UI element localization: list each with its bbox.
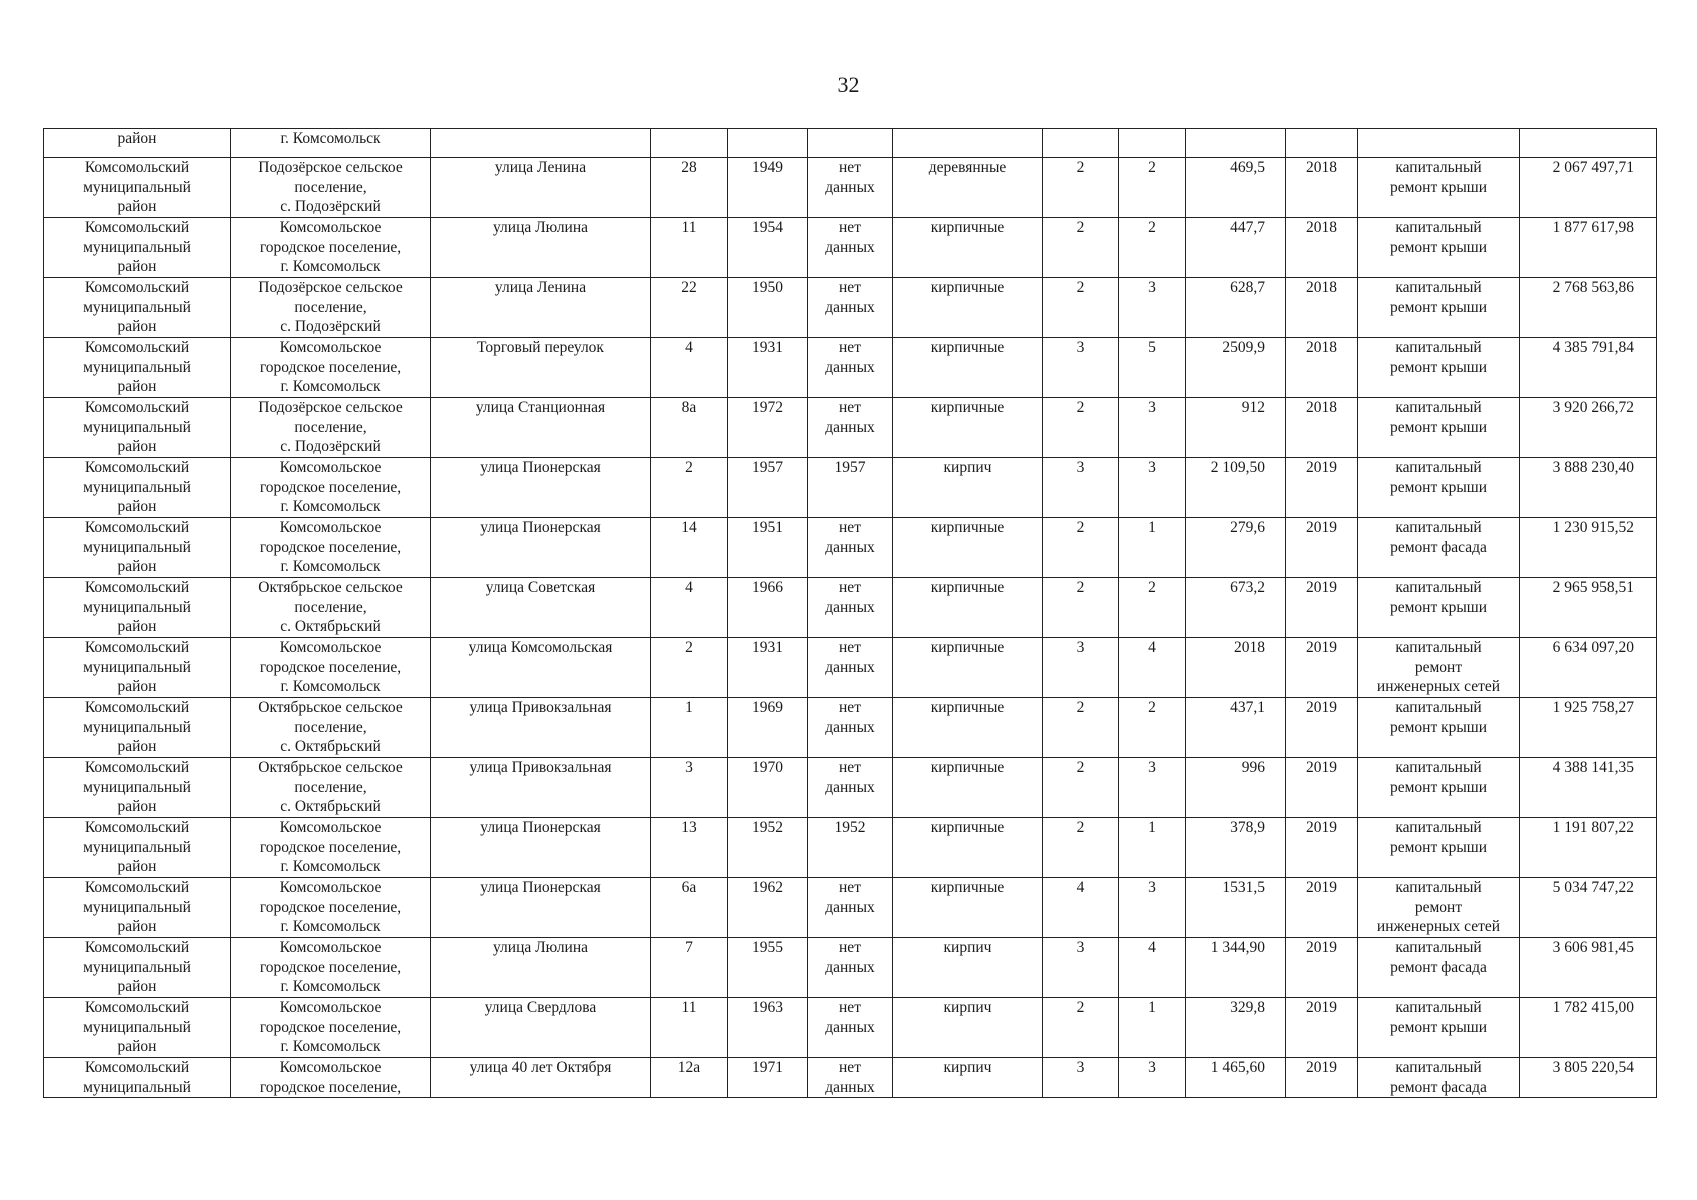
cell-repair-year: 2019 [1286, 578, 1358, 638]
cell-entrances: 3 [1119, 1058, 1186, 1098]
cell-entrances: 2 [1119, 698, 1186, 758]
cell-repair-cost: 3 888 230,40 [1520, 458, 1657, 518]
cell-street: улица Люлина [431, 218, 651, 278]
cell-repair-year: 2018 [1286, 158, 1358, 218]
cell-street: улица Станционная [431, 398, 651, 458]
cell-wall-material: кирпичные [893, 518, 1043, 578]
cell-commission-year: нет данных [808, 758, 893, 818]
cell-settlement: Комсомольское городское поселение, г. Комсомольск [231, 998, 431, 1058]
cell-total-area: 1 465,60 [1186, 1058, 1286, 1098]
cell-build-year: 1952 [728, 818, 808, 878]
cell-build-year: 1971 [728, 1058, 808, 1098]
cell-repair-type: капитальный ремонт крыши [1358, 398, 1520, 458]
cell-total-area: 437,1 [1186, 698, 1286, 758]
cell-repair-type: капитальный ремонт инженерных сетей [1358, 878, 1520, 938]
cell-repair-type: капитальный ремонт фасада [1358, 518, 1520, 578]
cell-build-year: 1955 [728, 938, 808, 998]
cell-district: Комсомольский муниципальный район [44, 158, 231, 218]
cell-repair-cost: 4 388 141,35 [1520, 758, 1657, 818]
table-row [44, 338, 1657, 398]
cell-repair-type: капитальный ремонт фасада [1358, 1058, 1520, 1098]
cell-street: Торговый переулок [431, 338, 651, 398]
cell-district: Комсомольский муниципальный район [44, 638, 231, 698]
cell-house-number: 4 [651, 578, 728, 638]
cell-entrances [1119, 129, 1186, 158]
cell-house-number: 2 [651, 458, 728, 518]
cell-repair-cost [1520, 129, 1657, 158]
cell-house-number: 1 [651, 698, 728, 758]
housing-repair-table [43, 128, 1657, 1098]
cell-repair-cost: 6 634 097,20 [1520, 638, 1657, 698]
cell-wall-material: кирпичные [893, 698, 1043, 758]
cell-wall-material: кирпичные [893, 398, 1043, 458]
cell-total-area: 447,7 [1186, 218, 1286, 278]
cell-entrances: 2 [1119, 158, 1186, 218]
cell-street: улица Пионерская [431, 878, 651, 938]
cell-street: улица Комсомольская [431, 638, 651, 698]
cell-district: Комсомольский муниципальный район [44, 758, 231, 818]
cell-repair-year [1286, 129, 1358, 158]
table-row [44, 578, 1657, 638]
cell-repair-cost: 5 034 747,22 [1520, 878, 1657, 938]
cell-total-area: 912 [1186, 398, 1286, 458]
cell-repair-year: 2019 [1286, 998, 1358, 1058]
cell-floors: 2 [1043, 698, 1119, 758]
cell-street: улица Свердлова [431, 998, 651, 1058]
cell-wall-material: кирпич [893, 998, 1043, 1058]
cell-repair-cost: 1 191 807,22 [1520, 818, 1657, 878]
cell-commission-year: нет данных [808, 638, 893, 698]
cell-floors: 3 [1043, 1058, 1119, 1098]
cell-settlement: Подозёрское сельское поселение, с. Подозёрский [231, 278, 431, 338]
table-row [44, 818, 1657, 878]
cell-repair-cost: 3 606 981,45 [1520, 938, 1657, 998]
cell-repair-type: капитальный ремонт крыши [1358, 758, 1520, 818]
cell-district: Комсомольский муниципальный район [44, 878, 231, 938]
table-row [44, 398, 1657, 458]
cell-house-number: 11 [651, 218, 728, 278]
cell-repair-type: капитальный ремонт крыши [1358, 158, 1520, 218]
table-row [44, 998, 1657, 1058]
cell-total-area [1186, 129, 1286, 158]
cell-settlement: Комсомольское городское поселение, г. Комсомольск [231, 338, 431, 398]
cell-commission-year: нет данных [808, 998, 893, 1058]
cell-settlement: Комсомольское городское поселение, г. Комсомольск [231, 818, 431, 878]
cell-repair-type: капитальный ремонт крыши [1358, 458, 1520, 518]
cell-street: улица Пионерская [431, 458, 651, 518]
cell-build-year: 1931 [728, 638, 808, 698]
cell-total-area: 673,2 [1186, 578, 1286, 638]
table-row [44, 518, 1657, 578]
cell-commission-year: нет данных [808, 338, 893, 398]
cell-settlement: Подозёрское сельское поселение, с. Подозёрский [231, 158, 431, 218]
cell-entrances: 4 [1119, 638, 1186, 698]
cell-floors: 2 [1043, 218, 1119, 278]
table-row [44, 638, 1657, 698]
table-row [44, 878, 1657, 938]
table-row [44, 218, 1657, 278]
cell-repair-year: 2019 [1286, 938, 1358, 998]
table-body [44, 129, 1657, 1098]
table-row [44, 698, 1657, 758]
cell-repair-cost: 1 230 915,52 [1520, 518, 1657, 578]
cell-total-area: 2018 [1186, 638, 1286, 698]
cell-wall-material: кирпич [893, 1058, 1043, 1098]
cell-street: улица Ленина [431, 158, 651, 218]
cell-wall-material: кирпич [893, 458, 1043, 518]
cell-total-area: 329,8 [1186, 998, 1286, 1058]
cell-build-year: 1972 [728, 398, 808, 458]
cell-house-number [651, 129, 728, 158]
cell-street: улица Пионерская [431, 818, 651, 878]
cell-repair-year: 2019 [1286, 878, 1358, 938]
cell-wall-material: деревянные [893, 158, 1043, 218]
cell-floors [1043, 129, 1119, 158]
cell-house-number: 13 [651, 818, 728, 878]
cell-floors: 3 [1043, 938, 1119, 998]
cell-district: Комсомольский муниципальный [44, 1058, 231, 1098]
cell-commission-year: нет данных [808, 218, 893, 278]
cell-entrances: 5 [1119, 338, 1186, 398]
table-row [44, 758, 1657, 818]
cell-build-year: 1931 [728, 338, 808, 398]
cell-floors: 4 [1043, 878, 1119, 938]
cell-street: улица 40 лет Октября [431, 1058, 651, 1098]
cell-commission-year: нет данных [808, 1058, 893, 1098]
cell-district: Комсомольский муниципальный район [44, 698, 231, 758]
table-row [44, 278, 1657, 338]
cell-house-number: 6а [651, 878, 728, 938]
cell-total-area: 2 109,50 [1186, 458, 1286, 518]
cell-build-year: 1950 [728, 278, 808, 338]
cell-build-year: 1963 [728, 998, 808, 1058]
cell-house-number: 4 [651, 338, 728, 398]
cell-district: Комсомольский муниципальный район [44, 518, 231, 578]
cell-wall-material [893, 129, 1043, 158]
cell-settlement: Октябрьское сельское поселение, с. Октябрьский [231, 578, 431, 638]
table-row [44, 158, 1657, 218]
cell-repair-type: капитальный ремонт крыши [1358, 698, 1520, 758]
cell-street: улица Привокзальная [431, 698, 651, 758]
cell-floors: 2 [1043, 758, 1119, 818]
cell-floors: 3 [1043, 458, 1119, 518]
cell-repair-type: капитальный ремонт инженерных сетей [1358, 638, 1520, 698]
cell-repair-type: капитальный ремонт крыши [1358, 218, 1520, 278]
cell-settlement: Комсомольское городское поселение, г. Комсомольск [231, 938, 431, 998]
cell-commission-year: нет данных [808, 578, 893, 638]
cell-wall-material: кирпичные [893, 578, 1043, 638]
cell-wall-material: кирпичные [893, 758, 1043, 818]
cell-repair-type [1358, 129, 1520, 158]
cell-total-area: 279,6 [1186, 518, 1286, 578]
cell-build-year: 1966 [728, 578, 808, 638]
cell-street: улица Пионерская [431, 518, 651, 578]
table-row [44, 938, 1657, 998]
cell-settlement: г. Комсомольск [231, 129, 431, 158]
cell-street: улица Ленина [431, 278, 651, 338]
cell-wall-material: кирпичные [893, 338, 1043, 398]
cell-floors: 2 [1043, 818, 1119, 878]
cell-repair-type: капитальный ремонт фасада [1358, 938, 1520, 998]
cell-repair-type: капитальный ремонт крыши [1358, 578, 1520, 638]
cell-commission-year: нет данных [808, 158, 893, 218]
cell-floors: 2 [1043, 578, 1119, 638]
cell-floors: 3 [1043, 338, 1119, 398]
cell-house-number: 3 [651, 758, 728, 818]
cell-entrances: 1 [1119, 818, 1186, 878]
cell-settlement: Комсомольское городское поселение, [231, 1058, 431, 1098]
cell-house-number: 7 [651, 938, 728, 998]
cell-total-area: 1 344,90 [1186, 938, 1286, 998]
cell-entrances: 2 [1119, 578, 1186, 638]
cell-settlement: Октябрьское сельское поселение, с. Октябрьский [231, 698, 431, 758]
cell-district: Комсомольский муниципальный район [44, 458, 231, 518]
cell-wall-material: кирпичные [893, 638, 1043, 698]
cell-district: Комсомольский муниципальный район [44, 938, 231, 998]
cell-settlement: Комсомольское городское поселение, г. Комсомольск [231, 518, 431, 578]
cell-district: Комсомольский муниципальный район [44, 818, 231, 878]
cell-build-year: 1969 [728, 698, 808, 758]
cell-repair-year: 2019 [1286, 818, 1358, 878]
cell-repair-year: 2018 [1286, 218, 1358, 278]
cell-entrances: 1 [1119, 998, 1186, 1058]
cell-house-number: 2 [651, 638, 728, 698]
cell-wall-material: кирпич [893, 938, 1043, 998]
cell-house-number: 22 [651, 278, 728, 338]
cell-commission-year: нет данных [808, 878, 893, 938]
cell-entrances: 3 [1119, 278, 1186, 338]
cell-settlement: Комсомольское городское поселение, г. Комсомольск [231, 458, 431, 518]
cell-repair-year: 2019 [1286, 458, 1358, 518]
cell-repair-year: 2019 [1286, 758, 1358, 818]
cell-commission-year: 1957 [808, 458, 893, 518]
cell-district: Комсомольский муниципальный район [44, 338, 231, 398]
cell-repair-cost: 2 965 958,51 [1520, 578, 1657, 638]
cell-repair-year: 2019 [1286, 698, 1358, 758]
cell-build-year: 1962 [728, 878, 808, 938]
cell-house-number: 11 [651, 998, 728, 1058]
cell-floors: 3 [1043, 638, 1119, 698]
cell-commission-year: нет данных [808, 518, 893, 578]
table-row [44, 129, 1657, 158]
cell-house-number: 28 [651, 158, 728, 218]
cell-floors: 2 [1043, 998, 1119, 1058]
cell-district: Комсомольский муниципальный район [44, 998, 231, 1058]
cell-floors: 2 [1043, 158, 1119, 218]
cell-repair-type: капитальный ремонт крыши [1358, 818, 1520, 878]
cell-commission-year: нет данных [808, 398, 893, 458]
table-row [44, 458, 1657, 518]
cell-total-area: 2509,9 [1186, 338, 1286, 398]
cell-total-area: 628,7 [1186, 278, 1286, 338]
cell-entrances: 3 [1119, 398, 1186, 458]
cell-commission-year: нет данных [808, 278, 893, 338]
cell-total-area: 1531,5 [1186, 878, 1286, 938]
cell-build-year [728, 129, 808, 158]
cell-entrances: 2 [1119, 218, 1186, 278]
cell-repair-year: 2018 [1286, 398, 1358, 458]
cell-repair-cost: 3 920 266,72 [1520, 398, 1657, 458]
cell-commission-year: нет данных [808, 938, 893, 998]
cell-repair-cost: 1 925 758,27 [1520, 698, 1657, 758]
cell-settlement: Комсомольское городское поселение, г. Комсомольск [231, 638, 431, 698]
cell-house-number: 14 [651, 518, 728, 578]
cell-repair-year: 2019 [1286, 1058, 1358, 1098]
cell-settlement: Комсомольское городское поселение, г. Комсомольск [231, 218, 431, 278]
cell-build-year: 1951 [728, 518, 808, 578]
cell-floors: 2 [1043, 518, 1119, 578]
cell-repair-cost: 1 877 617,98 [1520, 218, 1657, 278]
cell-district: Комсомольский муниципальный район [44, 278, 231, 338]
cell-wall-material: кирпичные [893, 218, 1043, 278]
cell-floors: 2 [1043, 398, 1119, 458]
cell-total-area: 469,5 [1186, 158, 1286, 218]
cell-commission-year: 1952 [808, 818, 893, 878]
cell-total-area: 996 [1186, 758, 1286, 818]
table-row [44, 1058, 1657, 1098]
cell-repair-cost: 2 768 563,86 [1520, 278, 1657, 338]
cell-floors: 2 [1043, 278, 1119, 338]
cell-build-year: 1970 [728, 758, 808, 818]
cell-wall-material: кирпичные [893, 878, 1043, 938]
cell-settlement: Октябрьское сельское поселение, с. Октябрьский [231, 758, 431, 818]
cell-district: Комсомольский муниципальный район [44, 578, 231, 638]
cell-repair-cost: 4 385 791,84 [1520, 338, 1657, 398]
cell-repair-type: капитальный ремонт крыши [1358, 338, 1520, 398]
cell-house-number: 8а [651, 398, 728, 458]
cell-district: Комсомольский муниципальный район [44, 218, 231, 278]
cell-settlement: Комсомольское городское поселение, г. Комсомольск [231, 878, 431, 938]
cell-repair-cost: 3 805 220,54 [1520, 1058, 1657, 1098]
cell-entrances: 3 [1119, 878, 1186, 938]
cell-house-number: 12а [651, 1058, 728, 1098]
cell-district: Комсомольский муниципальный район [44, 398, 231, 458]
cell-repair-cost: 2 067 497,71 [1520, 158, 1657, 218]
cell-wall-material: кирпичные [893, 818, 1043, 878]
cell-repair-year: 2019 [1286, 638, 1358, 698]
cell-entrances: 1 [1119, 518, 1186, 578]
cell-build-year: 1954 [728, 218, 808, 278]
cell-settlement: Подозёрское сельское поселение, с. Подозёрский [231, 398, 431, 458]
cell-street [431, 129, 651, 158]
cell-street: улица Советская [431, 578, 651, 638]
cell-wall-material: кирпичные [893, 278, 1043, 338]
cell-entrances: 3 [1119, 758, 1186, 818]
page-number: 32 [837, 72, 860, 97]
cell-repair-year: 2019 [1286, 518, 1358, 578]
cell-street: улица Люлина [431, 938, 651, 998]
cell-repair-type: капитальный ремонт крыши [1358, 998, 1520, 1058]
cell-build-year: 1957 [728, 458, 808, 518]
cell-entrances: 4 [1119, 938, 1186, 998]
cell-district: район [44, 129, 231, 158]
cell-total-area: 378,9 [1186, 818, 1286, 878]
cell-build-year: 1949 [728, 158, 808, 218]
cell-street: улица Привокзальная [431, 758, 651, 818]
cell-entrances: 3 [1119, 458, 1186, 518]
cell-repair-year: 2018 [1286, 278, 1358, 338]
cell-repair-cost: 1 782 415,00 [1520, 998, 1657, 1058]
cell-repair-year: 2018 [1286, 338, 1358, 398]
cell-commission-year: нет данных [808, 698, 893, 758]
cell-repair-type: капитальный ремонт крыши [1358, 278, 1520, 338]
cell-commission-year [808, 129, 893, 158]
